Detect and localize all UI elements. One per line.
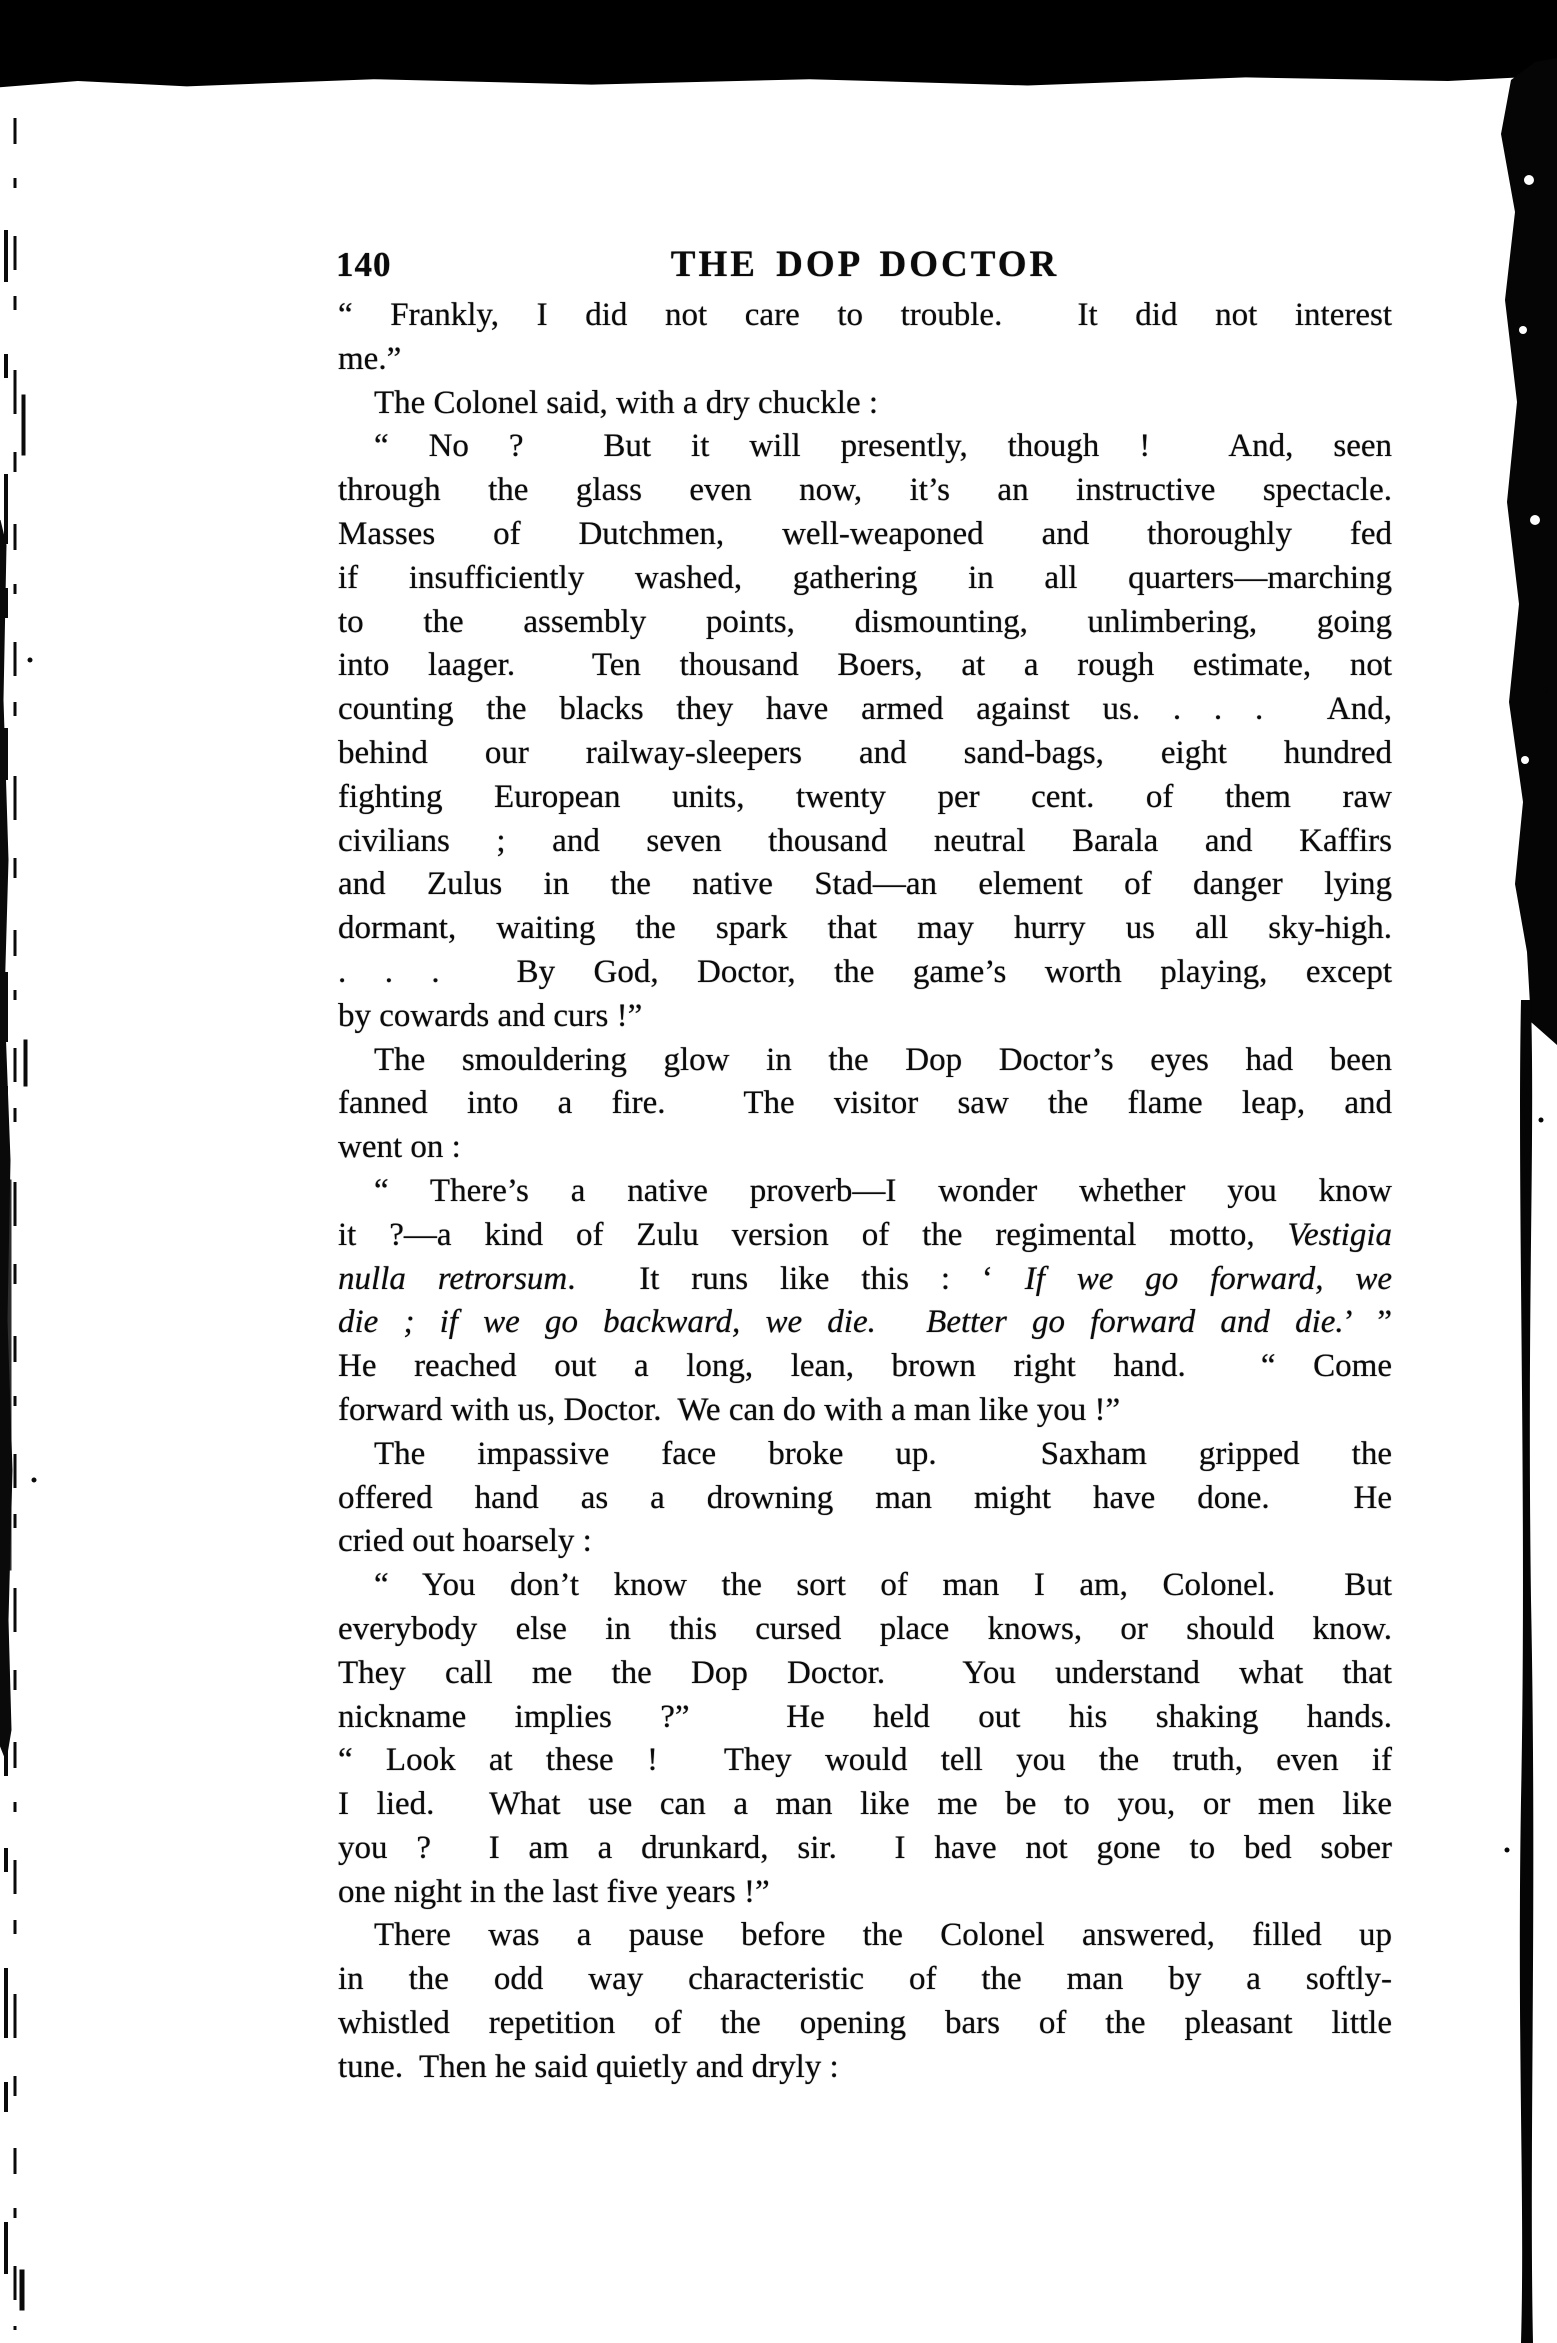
text-line <box>338 469 1392 513</box>
text-segment: went on : <box>338 1129 461 1166</box>
text-segment: The Colonel said, with a dry chuckle : <box>374 384 879 421</box>
text-line <box>338 513 1392 557</box>
text-line <box>338 1520 1392 1564</box>
text-segment: and Zulus in the native Stad—an element of danger lying <box>338 866 1392 903</box>
text-line <box>338 294 1392 338</box>
scan-left-edge-artifact <box>0 0 70 2343</box>
text-segment: He reached out a long, lean, brown right hand. “ Come <box>338 1348 1392 1385</box>
text-line <box>338 1652 1392 1696</box>
text-line <box>338 1696 1392 1740</box>
text-line <box>338 425 1392 469</box>
text-segment: everybody else in this cursed place knows, or should know. <box>338 1610 1392 1647</box>
text-line <box>338 557 1392 601</box>
text-segment: forward with us, Doctor. We can do with a man like you !” <box>338 1391 1121 1428</box>
text-segment: They call me the Dop Doctor. You understand what that <box>338 1654 1392 1691</box>
text-segment: . It runs like this : ‘ <box>567 1260 1025 1297</box>
text-segment: . . . By God, Doctor, the game’s worth playing, except <box>338 953 1392 990</box>
text-segment: The impassive face broke up. Saxham gripped the <box>374 1435 1392 1472</box>
text-segment: dormant, waiting the spark that may hurry us all sky-high. <box>338 910 1392 947</box>
scan-top-bar <box>0 0 1557 90</box>
text-segment: I lied. What use can a man like me be to you, or men like <box>338 1786 1392 1823</box>
text-segment: There was a pause before the Colonel answered, filled up <box>374 1917 1392 1954</box>
text-line <box>338 1871 1392 1915</box>
text-line <box>338 1170 1392 1214</box>
text-line <box>338 1214 1392 1258</box>
text-segment: civilians ; and seven thousand neutral Barala and Kaffirs <box>338 822 1392 859</box>
text-segment: it ?—a kind of Zulu version of the regimental motto, <box>338 1216 1288 1253</box>
text-line <box>338 688 1392 732</box>
text-line <box>338 995 1392 1039</box>
text-line <box>338 1914 1392 1958</box>
text-segment: you ? I am a drunkard, sir. I have not gone to bed sober <box>338 1829 1392 1866</box>
text-line <box>338 951 1392 995</box>
text-segment: offered hand as a drowning man might have done. He <box>338 1479 1392 1516</box>
text-line <box>338 1739 1392 1783</box>
text-segment: through the glass even now, it’s an instructive spectacle. <box>338 472 1392 509</box>
text-line <box>338 1345 1392 1389</box>
text-line <box>338 601 1392 645</box>
page-header <box>338 243 1392 291</box>
text-line <box>338 1827 1392 1871</box>
text-segment: ’ ” <box>1343 1304 1393 1341</box>
text-segment: “ You don’t know the sort of man I am, Colonel. But <box>374 1567 1392 1604</box>
text-line <box>338 820 1392 864</box>
text-line <box>338 776 1392 820</box>
text-segment: nickname implies ?” He held out his shaking hands. <box>338 1698 1392 1735</box>
running-title: THE DOP DOCTOR <box>670 244 1060 285</box>
text-line <box>338 732 1392 776</box>
text-line <box>338 1608 1392 1652</box>
text-line <box>338 1433 1392 1477</box>
text-line <box>338 338 1392 382</box>
text-line <box>338 2002 1392 2046</box>
text-line <box>338 1126 1392 1170</box>
text-line <box>338 907 1392 951</box>
text-line <box>338 863 1392 907</box>
text-line <box>338 382 1392 426</box>
text-segment: by cowards and curs !” <box>338 997 643 1034</box>
text-segment: me.” <box>338 340 402 377</box>
text-segment: fighting European units, twenty per cent. of them raw <box>338 778 1392 815</box>
text-line <box>338 2046 1392 2090</box>
text-segment: in the odd way characteristic of the man by a softly- <box>338 1961 1392 1998</box>
text-line <box>338 1258 1392 1302</box>
italic-text-segment: nulla retrorsum <box>338 1260 568 1297</box>
text-segment: “ Look at these ! They would tell you the truth, even if <box>338 1742 1392 1779</box>
text-line <box>338 1301 1392 1345</box>
scan-right-edge-artifact <box>1495 0 1557 2343</box>
text-segment: “ Frankly, I did not care to trouble. It did not interest <box>338 297 1392 333</box>
text-segment: “ No ? But it will presently, though ! And, seen <box>374 428 1392 465</box>
text-segment: whistled repetition of the opening bars of the pleasant little <box>338 2005 1392 2042</box>
text-line <box>338 1082 1392 1126</box>
text-segment: if insufficiently washed, gathering in all quarters—marching <box>338 559 1392 596</box>
text-line <box>338 1783 1392 1827</box>
text-segment: fanned into a fire. The visitor saw the flame leap, and <box>338 1085 1392 1122</box>
text-segment: cried out hoarsely : <box>338 1523 592 1560</box>
text-line <box>338 1389 1392 1433</box>
text-segment: into laager. Ten thousand Boers, at a rough estimate, not <box>338 647 1392 684</box>
italic-text-segment: die ; if we go backward, we die. Better go forward and die. <box>338 1304 1344 1341</box>
text-line <box>338 1564 1392 1608</box>
text-segment: to the assembly points, dismounting, unlimbering, going <box>338 603 1392 640</box>
italic-text-segment: If we go forward, we <box>1024 1260 1392 1297</box>
text-line <box>338 1039 1392 1083</box>
text-segment: one night in the last five years !” <box>338 1873 770 1910</box>
text-segment: The smouldering glow in the Dop Doctor’s eyes had been <box>374 1041 1392 1078</box>
page-number: 140 <box>336 245 392 284</box>
text-line <box>338 1477 1392 1521</box>
text-segment: tune. Then he said quietly and dryly : <box>338 2048 839 2085</box>
text-line <box>338 1958 1392 2002</box>
body-text <box>338 294 1392 2090</box>
text-line <box>338 644 1392 688</box>
text-segment: “ There’s a native proverb—I wonder whether you know <box>374 1172 1392 1209</box>
text-segment: behind our railway-sleepers and sand-bags, eight hundred <box>338 734 1392 771</box>
text-segment: counting the blacks they have armed against us. . . . And, <box>338 691 1392 728</box>
text-segment: Masses of Dutchmen, well-weaponed and thoroughly fed <box>338 515 1392 552</box>
italic-text-segment: Vestigia <box>1287 1216 1392 1253</box>
